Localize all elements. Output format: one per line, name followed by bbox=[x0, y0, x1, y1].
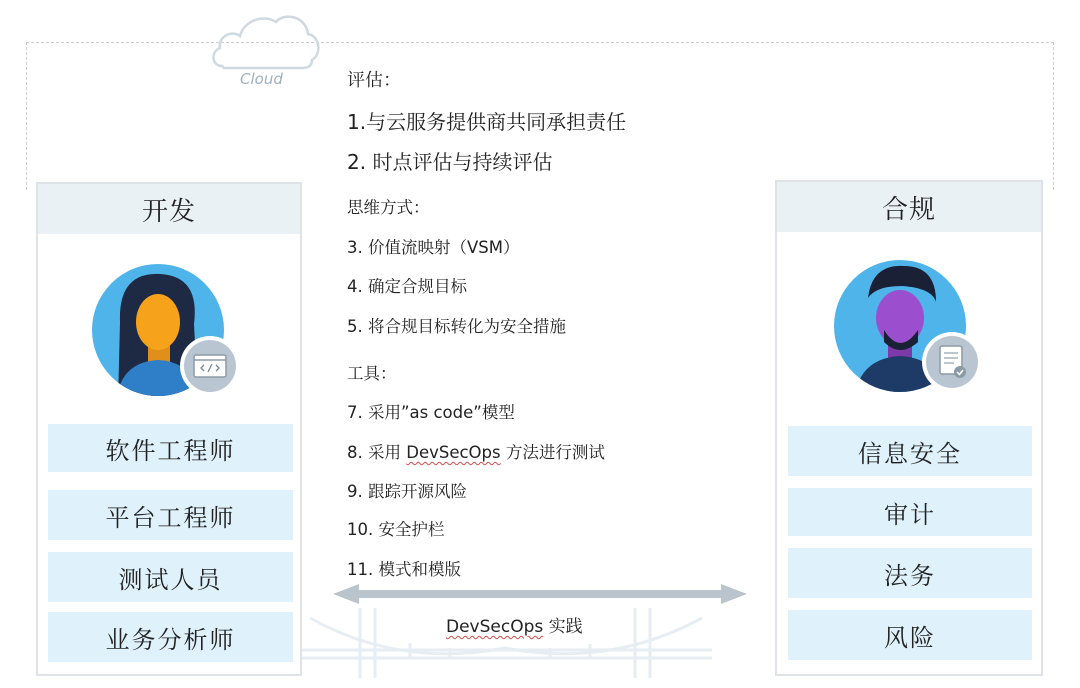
mindset-item-5: 5. 将合规目标转化为安全措施 bbox=[347, 317, 566, 336]
frame-gap bbox=[300, 186, 712, 194]
role-tester: 测试人员 bbox=[48, 552, 293, 602]
role-platform-engineer: 平台工程师 bbox=[48, 490, 293, 540]
role-infosec: 信息安全 bbox=[788, 426, 1032, 476]
double-arrow-icon bbox=[333, 584, 747, 604]
assessment-item-2: 2. 时点评估与持续评估 bbox=[347, 150, 553, 174]
dev-column-title: 开发 bbox=[38, 184, 300, 234]
role-risk: 风险 bbox=[788, 610, 1032, 660]
tool-item-9: 9. 跟踪开源风险 bbox=[347, 482, 467, 501]
code-window-icon bbox=[194, 355, 226, 377]
mindset-item-4: 4. 确定合规目标 bbox=[347, 277, 467, 296]
role-audit: 审计 bbox=[788, 488, 1032, 536]
certified-document-icon bbox=[940, 346, 966, 378]
compliance-column-title: 合规 bbox=[777, 182, 1041, 232]
tool-item-10: 10. 安全护栏 bbox=[347, 520, 445, 539]
tools-heading: 工具： bbox=[347, 364, 397, 383]
role-legal: 法务 bbox=[788, 548, 1032, 598]
compliance-avatar bbox=[832, 258, 988, 398]
mindset-item-3: 3. 价值流映射（VSM） bbox=[347, 238, 520, 257]
assessment-item-1: 1.与云服务提供商共同承担责任 bbox=[347, 110, 627, 134]
tool-item-7: 7. 采用”as code”模型 bbox=[347, 403, 515, 422]
tool-item-8: 8. 采用 DevSecOps 方法进行测试 bbox=[347, 443, 605, 462]
devsecops-term: DevSecOps bbox=[406, 443, 501, 462]
mindset-heading: 思维方式： bbox=[347, 198, 430, 217]
devsecops-practice-label: DevSecOps 实践 bbox=[446, 617, 583, 637]
developer-avatar bbox=[90, 262, 246, 402]
role-business-analyst: 业务分析师 bbox=[48, 612, 293, 662]
assessment-heading: 评估： bbox=[347, 70, 401, 91]
tool-item-11: 11. 模式和模版 bbox=[347, 560, 461, 579]
cloud-label: Cloud bbox=[240, 70, 283, 88]
role-software-engineer: 软件工程师 bbox=[48, 424, 293, 472]
